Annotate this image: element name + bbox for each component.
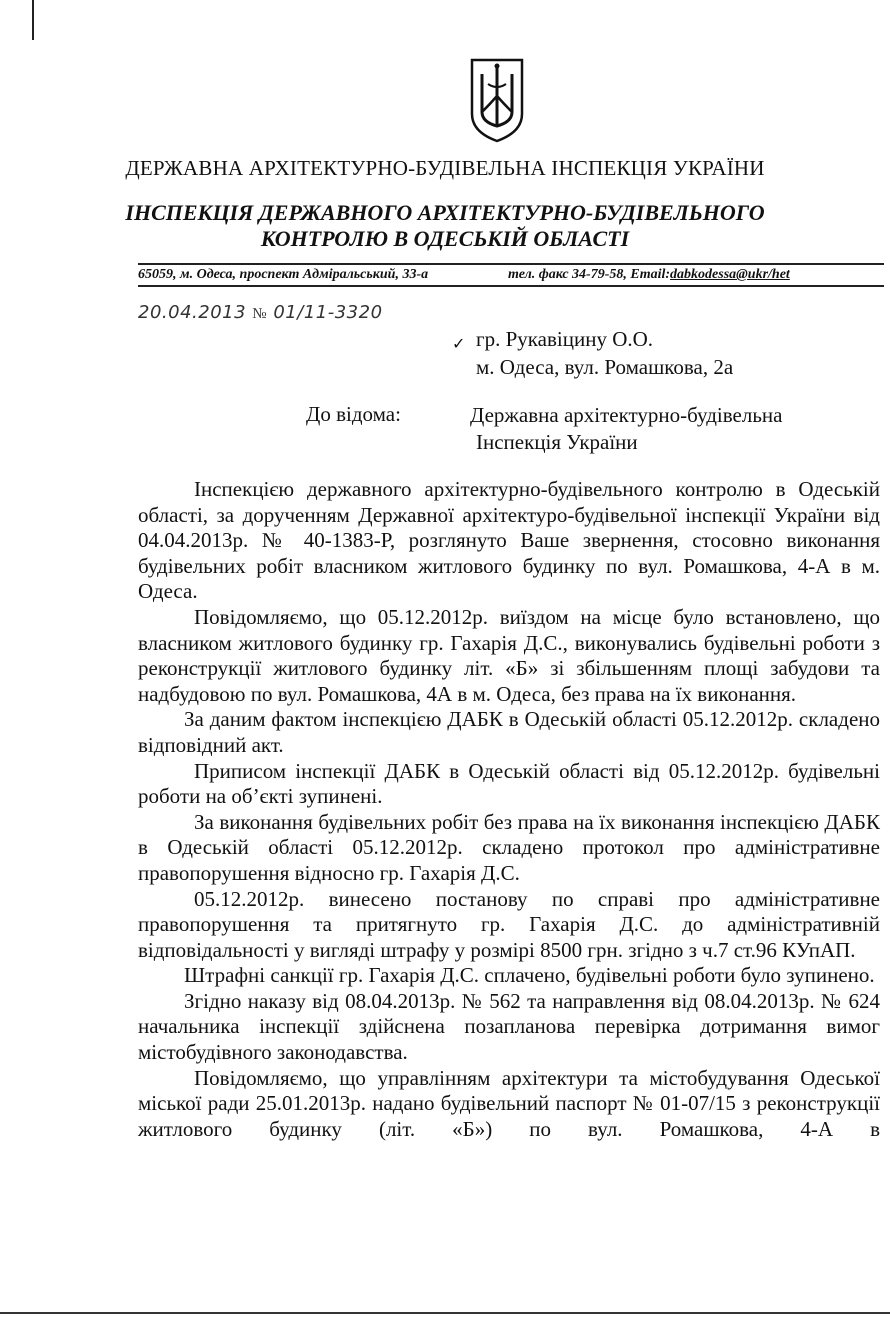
email-link[interactable]: dabkodessa@ukr/het <box>670 267 790 282</box>
registration-stamp <box>138 302 383 323</box>
recipient-address: м. Одеса, вул. Ромашкова, 2а <box>476 355 734 379</box>
letter-body <box>138 477 880 1142</box>
cc-label: До відома: <box>306 402 401 426</box>
inspection-name <box>0 200 890 252</box>
cc-organization <box>470 402 782 456</box>
recipient-block <box>476 325 733 381</box>
registration-date: 20.04.2013 <box>138 302 247 323</box>
recipient-name: гр. Рукавіцину О.О. <box>476 327 654 351</box>
page-bottom-edge <box>0 1312 890 1314</box>
cc-org-line2: Інспекція України <box>476 430 638 454</box>
margin-mark <box>32 0 34 40</box>
paragraph-8: Згідно наказу від 08.04.2013р. № 562 та направлення від 08.04.2013р. № 624 начальника інспекції здійснена позапланова перевірка дотримання вимог містобудівного законодавства. <box>138 988 880 1065</box>
office-address: 65059, м. Одеса, проспект Адміральський, 33-а <box>138 267 429 282</box>
paragraph-6: 05.12.2012р. винесено постанову по справі про адміністративне правопорушення та притягнуто гр. Гахарія Д.С. до адміністративній відповідальності у вигляді штрафу у розмірі 8500 грн. згідно з ч.7 ст.96 КУпАП. <box>138 886 880 962</box>
paragraph-5: За виконання будівельних робіт без права на їх виконання інспекцією ДАБК в Одеській області 05.12.2012р. складено протокол про адміністративне правопорушення відносно гр. Гахарія Д.С. <box>138 809 880 885</box>
agency-name: ДЕРЖАВНА АРХІТЕКТУРНО-БУДІВЕЛЬНА ІНСПЕКЦІЯ УКРАЇНИ <box>125 156 765 180</box>
check-mark-icon: ✓ <box>452 336 466 353</box>
paragraph-9: Повідомляємо, що управлінням архітектури та містобудування Одеської міської ради 25.01.2013р. надано будівельний паспорт № 01-07/15 з реконструкції житлового будинку (літ. «Б») по вул. Ромашкова, 4-А в <box>138 1065 880 1141</box>
paragraph-7: Штрафні санкції гр. Гахарія Д.С. сплачено, будівельні роботи було зупинено. <box>184 963 875 988</box>
registration-no-label: № <box>252 306 268 322</box>
registration-number: 01/11-3320 <box>273 302 383 323</box>
paragraph-4: Приписом інспекції ДАБК в Одеській області від 05.12.2012р. будівельні роботи на об’єкті зупинені. <box>138 758 880 809</box>
header-rule-top <box>138 263 884 265</box>
paragraph-3: За даним фактом інспекцією ДАБК в Одеській області 05.12.2012р. складено відповідний акт. <box>138 707 880 757</box>
header-rule-bottom <box>138 285 884 287</box>
inspection-name-line2: КОНТРОЛЮ В ОДЕСЬКІЙ ОБЛАСТІ <box>260 226 630 251</box>
inspection-name-line1: ІНСПЕКЦІЯ ДЕРЖАВНОГО АРХІТЕКТУРНО-БУДІВЕЛЬНОГО <box>125 200 765 225</box>
cc-org-line1: Державна архітектурно-будівельна <box>470 403 783 427</box>
paragraph-2: Повідомляємо, що 05.12.2012р. виїздом на місце було встановлено, що власником житлового будинку гр. Гахарія Д.С., виконувались будівельні роботи з реконструкції житлового будинку літ. «Б» зі збільшенням площі забудови та надбудовою по вул. Ромашкова, 4А в м. Одеса, без права на їх виконання. <box>138 604 880 706</box>
contact-prefix: тел. факс 34-79-58, Email: <box>508 267 671 282</box>
office-contacts <box>508 267 790 283</box>
paragraph-1: Інспекцією державного архітектурно-будівельного контролю в Одеській області, за дорученням Державної архітектуро-будівельної інспекції України від 04.04.2013р. № 40-1383-Р, розглянуто Ваше звернення, стосовно виконання будівельних робіт власником житлового будинку по вул. Ромашкова, 4-А в м. Одеса. <box>138 477 880 604</box>
coat-of-arms-icon <box>468 56 526 144</box>
